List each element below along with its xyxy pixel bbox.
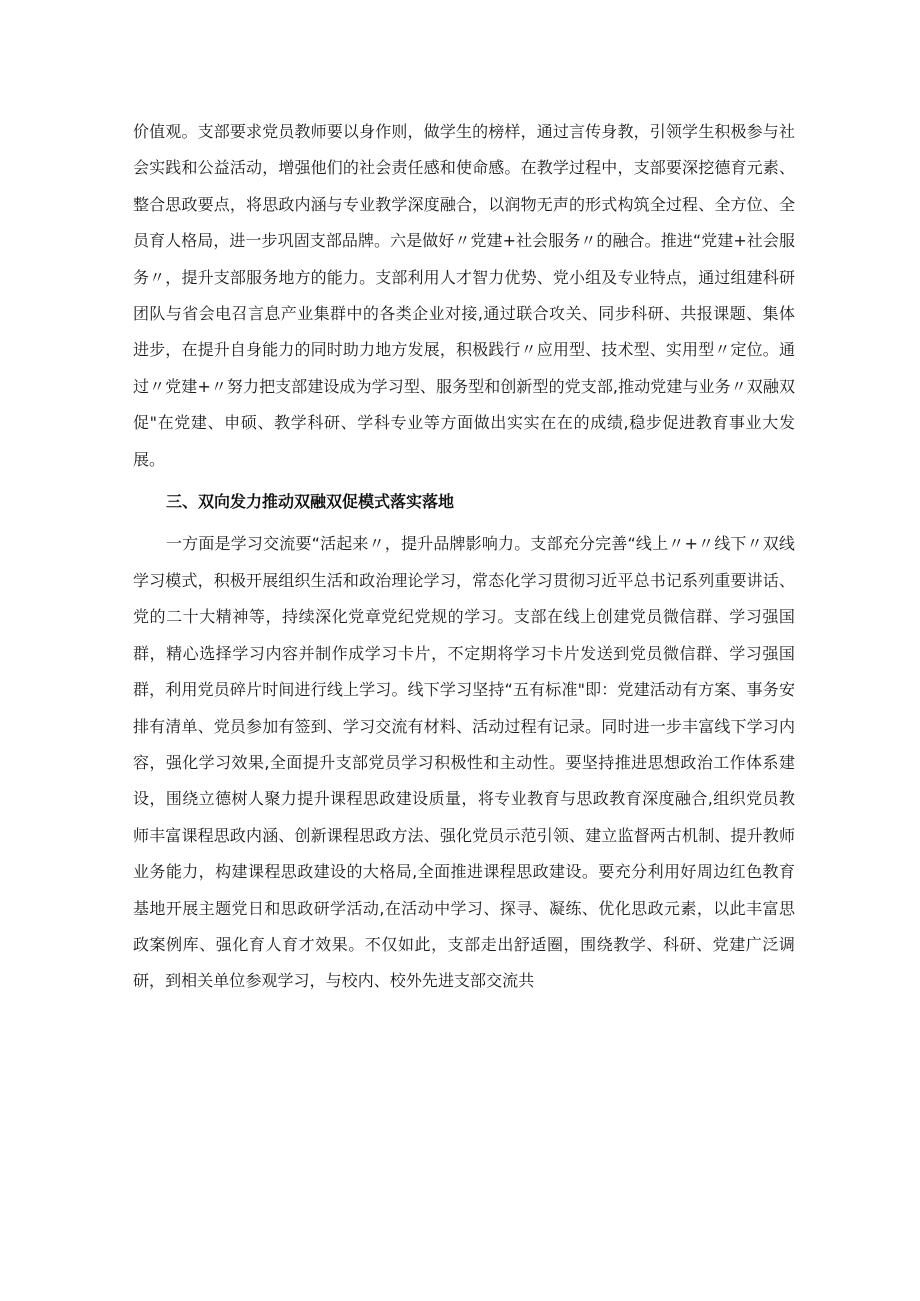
section-heading: 三、双向发力推动双融双促模式落实落地: [166, 492, 455, 512]
paragraph-continuation: 价值观。支部要求党员教师要以身作则，做学生的榜样，通过言传身教，引领学生积极参与社会实践和公益活动，增强他们的社会责任感和使命感。在教学过程中，支部要深挖德育元素、整合思政要点，将思政内涵与专业教学深度融合，以润物无声的形式构筑全过程、全方位、全员育人格局，进一步巩固支部品牌。六是做好〃党建+社会服务〃的融合。推进“党建+社会服务〃，提升支部服务地方的能力。支部利用人才智力优势、党小组及专业特点，通过组建科研团队与省会电召言息产业集群中的各类企业对接,通过联合攻关、同步科研、共报课题、集体进步，在提升自身能力的同时助力地方发展，积极践行〃应用型、技术型、实用型〃定位。通过〃党建+〃努力把支部建设成为学习型、服务型和创新型的党支部,推动党建与业务〃双融双促"在党建、申硕、教学科研、学科专业等方面做出实实在在的成绩,稳步促进教育事业大发展。: [133, 122, 795, 469]
document-body: [133, 114, 795, 1000]
paragraph-section-three: 一方面是学习交流要“活起来〃，提升品牌影响力。支部充分完善“线上〃+〃线下〃双线学习模式，积极开展组织生活和政治理论学习，常态化学习贯彻习近平总书记系列重要讲话、党的二十大精神等，持续深化党章党纪党规的学习。支部在线上创建党员微信群、学习强国群，精心选择学习内容并制作成学习卡片，不定期将学习卡片发送到党员微信群、学习强国群，利用党员碎片时间进行线上学习。线下学习坚持“五有标准"即：党建活动有方案、事务安排有清单、党员参加有签到、学习交流有材料、活动过程有记录。同时进一步丰富线下学习内容，强化学习效果,全面提升支部党员学习积极性和主动性。要坚持推进思想政治工作体系建设，围绕立德树人聚力提升课程思政建设质量，将专业教育与思政教育深度融合,组织党员教师丰富课程思政内涵、创新课程思政方法、强化党员示范引领、建立监督两古机制、提升教师业务能力，构建课程思政建设的大格局,全面推进课程思政建设。要充分利用好周边红色教育基地开展主题党日和思政研学活动,在活动中学习、探寻、凝练、优化思政元素，以此丰富思政案例库、强化育人育才效果。不仅如此，支部走出舒适圈，围绕教学、科研、党建广泛调研，到相关单位参观学习，与校内、校外先进支部交流共: [133, 534, 795, 991]
